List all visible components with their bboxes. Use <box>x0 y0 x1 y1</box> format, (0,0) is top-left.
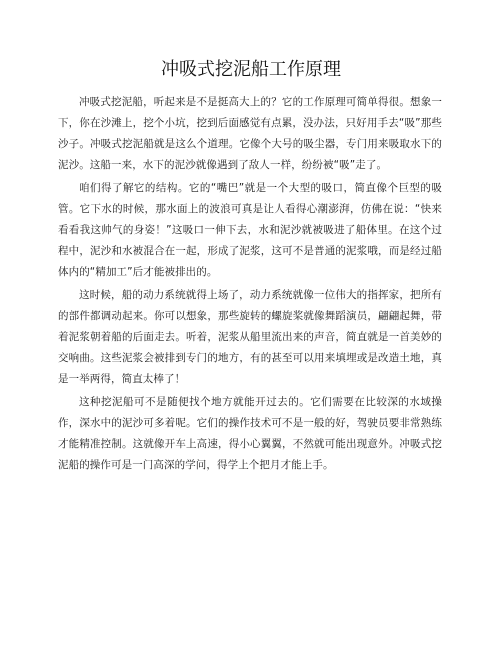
document-body <box>58 92 442 478</box>
paragraph-4: 这种挖泥船可不是随便找个地方就能开过去的。它们需要在比较深的水域操作，深水中的泥沙可多着呢。它们的操作技术可不是一般的好，驾驶员要非常熟练才能精准控制。这就像开车上高速，得小心翼翼，不然就可能出现意外。冲吸式挖泥船的操作可是一门高深的学问，得学上个把月才能上手。 <box>58 396 442 471</box>
document-title: 冲吸式挖泥船工作原理 <box>161 59 341 80</box>
paragraph-1: 冲吸式挖泥船，听起来是不是挺高大上的？它的工作原理可简单得很。想象一下，你在沙滩上，挖个小坑，挖到后面感觉有点累，没办法，只好用手去“吸”那些沙子。冲吸式挖泥船就是这么个道理。它像个大号的吸尘器，专门用来吸取水下的泥沙。这船一来，水下的泥沙就像遇到了敌人一样，纷纷被“吸”走了。 <box>58 96 442 171</box>
paragraph-3: 这时候，船的动力系统就得上场了，动力系统就像一位伟大的指挥家，把所有的部件都调动起来。你可以想象，那些旋转的螺旋桨就像舞蹈演员，翩翩起舞，带着泥浆朝着船的后面走去。听着，泥浆从船里流出来的声音，简直就是一首美妙的交响曲。这些泥浆会被排到专门的地方，有的甚至可以用来填埋或是改造土地，真是一举两得，简直太棒了！ <box>58 289 442 385</box>
paragraph-2: 咱们得了解它的结构。它的“嘴巴”就是一个大型的吸口，简直像个巨型的吸管。它下水的时候，那水面上的波浪可真是让人看得心潮澎湃，仿佛在说：“快来看看我这帅气的身姿！”这吸口一伸下去，水和泥沙就被吸进了船体里。在这个过程中，泥沙和水被混合在一起，形成了泥浆，这可不是普通的泥浆哦，而是经过船体内的“精加工”后才能被排出的。 <box>58 182 442 278</box>
